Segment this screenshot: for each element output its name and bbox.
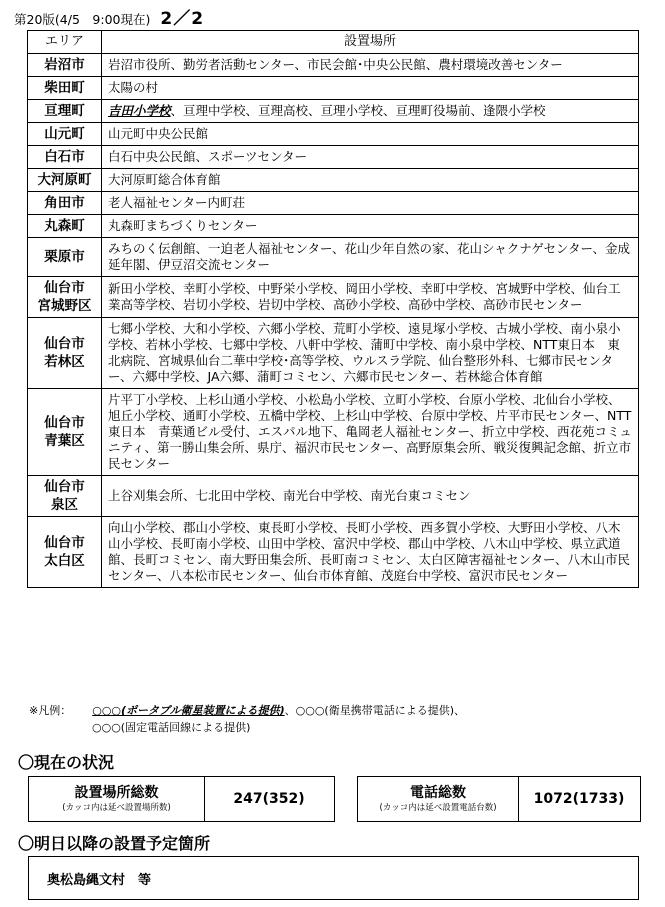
legend-separator: 、 xyxy=(454,704,466,717)
legend-satellite-phone: ○○○(衛星携帯電話による提供) xyxy=(295,704,455,717)
places-cell xyxy=(102,215,639,238)
places-cell xyxy=(102,476,639,517)
current-status-title: 〇現在の状況 xyxy=(18,753,115,772)
places-text: 山元町中央公民館 xyxy=(108,126,209,141)
table-row xyxy=(28,169,639,192)
page-number: 2／2 xyxy=(160,9,205,29)
places-text: 新田小学校、幸町小学校、中野栄小学校、岡田小学校、幸町中学校、宮城野中学校、仙台工業高等学校、岩切小学校、岩切中学校、高砂小学校、高砂中学校、高砂市民センター xyxy=(108,281,621,312)
places-text: 丸森町まちづくりセンター xyxy=(108,218,258,233)
highlighted-place: 吉田小学校 xyxy=(108,103,171,118)
table-row xyxy=(28,238,639,277)
total-sites-value: 247(352) xyxy=(233,791,305,807)
edition-label: 第20版(4/5 9:00現在) xyxy=(14,12,151,27)
legend-prefix: ※凡例： xyxy=(29,704,72,717)
table-row xyxy=(28,100,639,123)
places-cell xyxy=(102,318,639,389)
area-cell: 栗原市 xyxy=(28,238,102,277)
legend-symbol-portable: ○○○ xyxy=(92,704,122,717)
area-cell: 大河原町 xyxy=(28,169,102,192)
total-phones-label-cell xyxy=(358,777,519,821)
total-sites-note: (カッコ内は延べ設置場所数) xyxy=(62,803,171,813)
area-cell: 角田市 xyxy=(28,192,102,215)
places-cell xyxy=(102,77,639,100)
total-phones-label: 電話総数 xyxy=(410,785,466,801)
table-row xyxy=(28,277,639,318)
table-row xyxy=(28,215,639,238)
page-header xyxy=(14,4,205,29)
area-cell: 仙台市 宮城野区 xyxy=(28,277,102,318)
area-cell: 仙台市 青葉区 xyxy=(28,389,102,476)
total-phones-note: (カッコ内は延べ設置電話台数) xyxy=(379,803,497,813)
places-cell xyxy=(102,277,639,318)
planned-sites-text: 奥松島縄文村 等 xyxy=(47,872,152,888)
total-sites-box xyxy=(28,776,335,822)
area-cell: 白石市 xyxy=(28,146,102,169)
total-sites-label-cell xyxy=(29,777,205,821)
places-cell xyxy=(102,146,639,169)
planned-sites-box xyxy=(28,856,639,900)
table-row xyxy=(28,192,639,215)
legend-fixed-line: ○○○(固定電話回線による提供) xyxy=(92,721,251,734)
status-summary xyxy=(28,776,640,822)
legend-separator: 、 xyxy=(284,704,296,717)
legend-line-2 xyxy=(29,719,639,736)
places-text: 太陽の村 xyxy=(108,80,159,95)
table-row xyxy=(28,54,639,77)
area-cell: 仙台市 太白区 xyxy=(28,517,102,588)
places-text: 岩沼市役所、勤労者活動センター、市民会館･中央公民館、農村環境改善センター xyxy=(108,57,563,72)
table-row xyxy=(28,517,639,588)
table-header-row xyxy=(28,31,639,54)
places-cell xyxy=(102,389,639,476)
planned-sites-title: 〇明日以降の設置予定箇所 xyxy=(18,834,211,853)
places-cell xyxy=(102,100,639,123)
places-cell xyxy=(102,192,639,215)
places-cell xyxy=(102,54,639,77)
legend-line-1 xyxy=(29,702,639,719)
places-text: 片平丁小学校、上杉山通小学校、小松島小学校、立町小学校、台原小学校、北仙台小学校、旭丘小学校、通町小学校、五橋中学校、上杉山中学校、台原中学校、片平市民センター、NTT東日本 青葉通ビル受付、エスパル地下、亀岡老人福祉センター、折立中学校、西花苑コミュニティ、第一勝山集会所、県庁、福沢市民センター、高野原集会所、戦災復興記念館、折立市民センター xyxy=(108,392,632,471)
places-cell xyxy=(102,517,639,588)
places-cell xyxy=(102,238,639,277)
table-row xyxy=(28,123,639,146)
places-text: 向山小学校、郡山小学校、東長町小学校、長町小学校、西多賀小学校、大野田小学校、八木山小学校、長町南小学校、山田中学校、富沢中学校、郡山中学校、八木山中学校、県立武道館、長町コミセン、南大野田集会所、長町南コミセン、太白区障害福祉センター、八木山市民センター、八本松市民センター、仙台市体育館、茂庭台中学校、富沢市民センター xyxy=(108,520,631,583)
places-text: 白石中央公民館、スポーツセンター xyxy=(108,149,308,164)
total-sites-label: 設置場所総数 xyxy=(74,785,159,801)
table-row xyxy=(28,318,639,389)
table-row xyxy=(28,77,639,100)
area-cell: 亘理町 xyxy=(28,100,102,123)
column-header-area: エリア xyxy=(28,31,102,54)
table-row xyxy=(28,389,639,476)
table-row xyxy=(28,476,639,517)
total-phones-value: 1072(1733) xyxy=(533,791,625,807)
places-text: 七郷小学校、大和小学校、六郷小学校、荒町小学校、遠見塚小学校、古城小学校、南小泉小学校、若林小学校、七郷中学校、八軒中学校、蒲町中学校、南小泉中学校、NTT東日本 東北病院、宮城県仙台二華中学校･高等学校、ウルスラ学院、仙台整形外科、七郷市民センター、六郷中学校、JA六郷、蒲町コミセン、六郷市民センター、若林総合体育館 xyxy=(108,321,621,384)
area-cell: 丸森町 xyxy=(28,215,102,238)
column-header-places: 設置場所 xyxy=(102,31,639,54)
area-cell: 岩沼市 xyxy=(28,54,102,77)
places-text: 老人福祉センター内町荘 xyxy=(108,195,246,210)
places-text: 大河原町総合体育館 xyxy=(108,172,221,187)
places-text: 上谷刈集会所、七北田中学校、南光台中学校、南光台東コミセン xyxy=(108,488,471,503)
installation-sites-table xyxy=(27,30,639,588)
area-cell: 柴田町 xyxy=(28,77,102,100)
places-text: みちのく伝創館、一迫老人福祉センター、花山少年自然の家、花山シャクナゲセンター、金成延年閣、伊豆沼交流センター xyxy=(108,241,631,272)
places-cell xyxy=(102,123,639,146)
places-text: 、亘理中学校、亘理高校、亘理小学校、亘理町役場前、逢隈小学校 xyxy=(170,103,546,118)
places-cell xyxy=(102,169,639,192)
table-row xyxy=(28,146,639,169)
area-cell: 仙台市 若林区 xyxy=(28,318,102,389)
legend-portable-satellite: (ポータブル衛星装置による提供) xyxy=(121,704,285,717)
area-cell: 山元町 xyxy=(28,123,102,146)
area-cell: 仙台市 泉区 xyxy=(28,476,102,517)
total-phones-box xyxy=(357,776,641,822)
table-body xyxy=(28,54,639,588)
legend xyxy=(29,702,639,736)
